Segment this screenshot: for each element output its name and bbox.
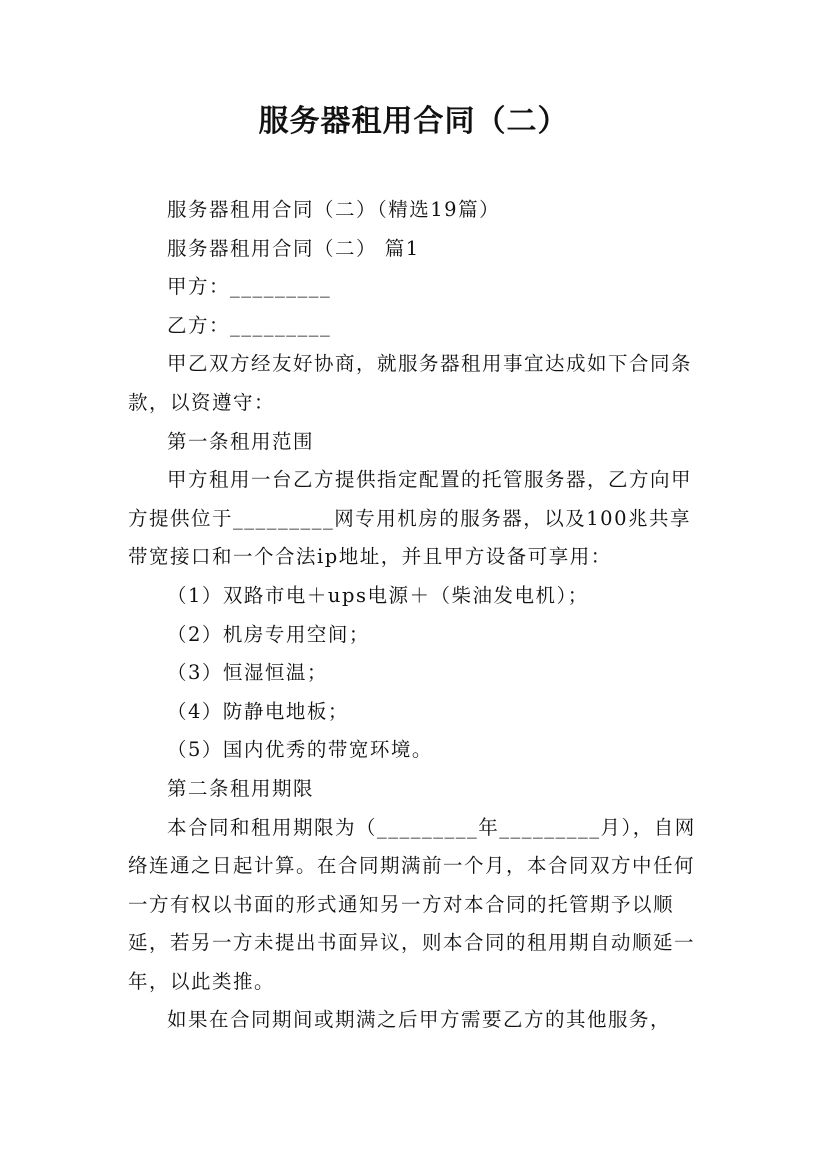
paragraph-article-2-body: 本合同和租用期限为（_________年_________月），自网络连通之日起计算。在合同期满前一个月，本合同双方中任何一方有权以书面的形式通知另一方对本合同的托管期予以顺延，若另一方未提出书面异议，则本合同的租用期自动顺延一年，以此类推。 [128,815,696,993]
list-item: （1）双路市电＋ups电源＋（柴油发电机）； [167,583,589,607]
paragraph-article-2-continued: 如果在合同期间或期满之后甲方需要乙方的其他服务， [167,1008,672,1032]
paragraph-party-b: 乙方：_________ [167,313,332,337]
paragraph-preamble: 甲乙双方经友好协商，就服务器租用事宜达成如下合同条款，以资遵守： [128,352,693,414]
paragraph-party-a: 甲方：_________ [167,275,332,299]
list-item: （4）防静电地板； [167,699,349,723]
paragraph-subtitle: 服务器租用合同（二）（精选19篇） [167,198,501,221]
document-body [128,191,708,1040]
paragraph-article-1-body: 甲方租用一台乙方提供指定配置的托管服务器，乙方向甲方提供位于_________网专用机房的服务器，以及100兆共享带宽接口和一个合法ip地址，并且甲方设备可享用： [128,468,693,569]
document-title: 服务器租用合同（二） [258,104,569,139]
list-item: （2）机房专用空间； [167,622,370,646]
list-item: （3）恒湿恒温； [167,661,328,685]
paragraph-article-2-heading: 第二条租用期限 [167,776,315,800]
paragraph-chapter-heading: 服务器租用合同（二） 篇1 [167,236,420,260]
list-item: （5）国内优秀的带宽环境。 [167,738,433,762]
paragraph-article-1-heading: 第一条租用范围 [167,429,315,453]
